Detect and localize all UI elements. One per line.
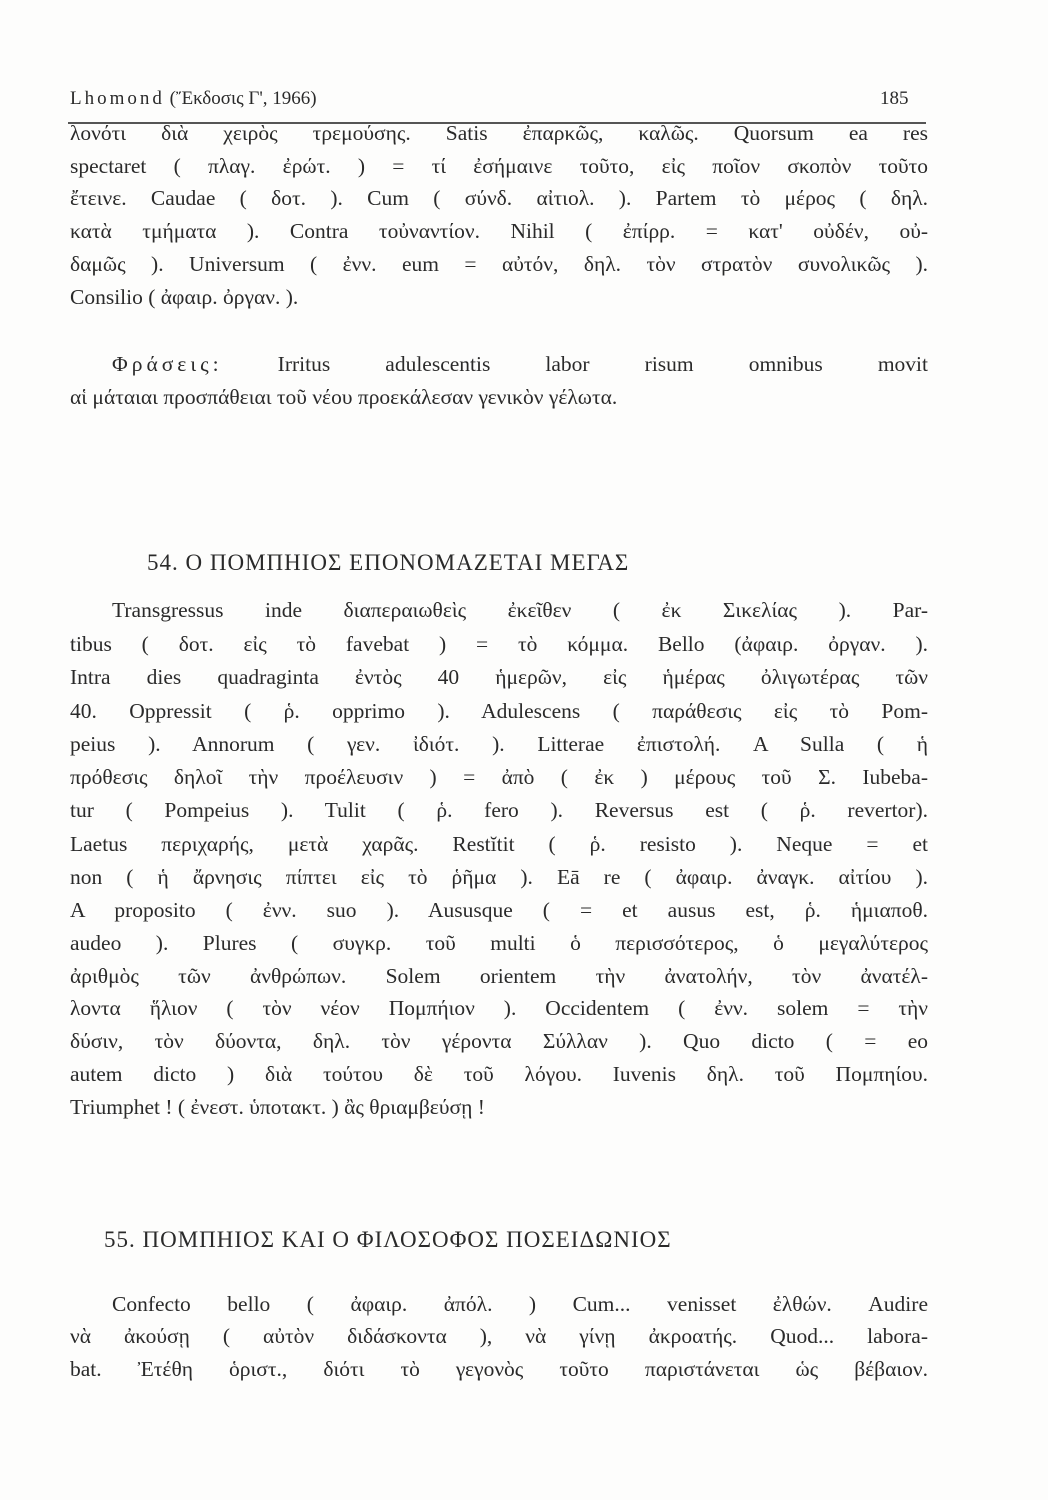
text-line: spectaret ( πλαγ. ἐρώτ. ) = τί ἐσήμαινε τοῦτο, εἰς ποῖον σκοπὸν τοῦτο	[70, 154, 928, 178]
text-line: 40. Oppressit ( ῥ. opprimo ). Adulescens ( παράθεσις εἰς τὸ Pom-	[70, 699, 928, 723]
phrases-latin: Irritus adulescentis labor risum omnibus movit	[277, 352, 928, 376]
text-line: audeo ). Plures ( συγκρ. τοῦ multi ὁ περισσότερος, ὁ μεγαλύτερος	[70, 931, 928, 955]
text-line: Intra dies quadraginta ἐντὸς 40 ἡμερῶν, εἰς ἡμέρας ὀλιγωτέρας τῶν	[70, 665, 928, 689]
section-heading-54: 54. Ο ΠΟΜΠΗΙΟΣ ΕΠΟΝΟΜΑΖΕΤΑΙ ΜΕΓΑΣ	[147, 550, 630, 575]
text-line: Consilio ( ἀφαιρ. ὀργαν. ).	[70, 285, 299, 309]
text-line: κατὰ τμήματα ). Contra τοὐναντίον. Nihil ( ἐπίρρ. = κατ' οὐδέν, οὐ-	[70, 219, 928, 243]
text-line: νὰ ἀκούσῃ ( αὐτὸν διδάσκοντα ), νὰ γίνῃ ἀκροατής. Quod... labora-	[70, 1324, 928, 1348]
text-line: A proposito ( ἐνν. suo ). Aususque ( = et ausus est, ῥ. ἡμιαποθ.	[70, 898, 928, 922]
text-line: δαμῶς ). Universum ( ἐνν. eum = αὐτόν, δηλ. τὸν στρατὸν συνολικῶς ).	[70, 252, 928, 276]
text-line: ἔτεινε. Caudae ( δοτ. ). Cum ( σύνδ. αἰτιολ. ). Partem τὸ μέρος ( δηλ.	[70, 186, 928, 210]
text-line: autem dicto ) διὰ τούτου δὲ τοῦ λόγου. Iuvenis δηλ. τοῦ Πομπηίου.	[70, 1062, 928, 1086]
text-line: λονότι διὰ χειρὸς τρεμούσης. Satis ἐπαρκῶς, καλῶς. Quorsum ea res	[70, 121, 928, 145]
text-line: bat. Ἐτέθη ὁριστ., διότι τὸ γεγονὸς τοῦτο παριστάνεται ὡς βέβαιον.	[70, 1357, 928, 1381]
section-heading-55: 55. ΠΟΜΠΗΙΟΣ ΚΑΙ Ο ΦΙΛΟΣΟΦΟΣ ΠΟΣΕΙΔΩΝΙΟΣ	[104, 1227, 672, 1252]
running-header	[70, 88, 317, 110]
header-edition: (Ἔκδοσις Γ', 1966)	[169, 88, 317, 109]
text-line: Transgressus inde διαπεραιωθεὶς ἐκεῖθεν ( ἐκ Σικελίας ). Par-	[112, 598, 928, 622]
phrases-label: Φράσεις:	[112, 352, 223, 376]
text-line	[112, 349, 928, 379]
header-author: Lhomond	[70, 88, 165, 109]
text-line: peius ). Annorum ( γεν. ἰδιότ. ). Litterae ἐπιστολή. A Sulla ( ἡ	[70, 732, 928, 756]
text-line: tibus ( δοτ. εἰς τὸ favebat ) = τὸ κόμμα. Bello (ἀφαιρ. ὀργαν. ).	[70, 632, 928, 656]
text-line: tur ( Pompeius ). Tulit ( ῥ. fero ). Reversus est ( ῥ. revertor).	[70, 798, 928, 822]
text-line: λοντα ἥλιον ( τὸν νέον Πομπήιον ). Occidentem ( ἐνν. solem = τὴν	[70, 996, 928, 1020]
text-line: δύσιν, τὸν δύοντα, δηλ. τὸν γέροντα Σύλλαν ). Quo dicto ( = eo	[70, 1029, 928, 1053]
text-line: αἱ μάταιαι προσπάθειαι τοῦ νέου προεκάλεσαν γενικὸν γέλωτα.	[70, 385, 618, 409]
text-line: ἀριθμὸς τῶν ἀνθρώπων. Solem orientem τὴν ἀνατολήν, τὸν ἀνατέλ-	[70, 964, 928, 988]
page-number: 185	[880, 88, 909, 109]
text-line: Laetus περιχαρής, μετὰ χαρᾶς. Restĭtit ( ῥ. resisto ). Neque = et	[70, 832, 928, 856]
text-line: Confecto bello ( ἀφαιρ. ἀπόλ. ) Cum... venisset ἐλθών. Audire	[112, 1292, 928, 1316]
text-line: Triumphet ! ( ἐνεστ. ὑποτακτ. ) ἂς θριαμβεύσῃ !	[70, 1095, 485, 1119]
text-line: non ( ἡ ἄρνησις πίπτει εἰς τὸ ῥῆμα ). Eā re ( ἀφαιρ. ἀναγκ. αἰτίου ).	[70, 865, 928, 889]
text-line: πρόθεσις δηλοῖ τὴν προέλευσιν ) = ἀπὸ ( ἐκ ) μέρους τοῦ Σ. Iubeba-	[70, 765, 928, 789]
